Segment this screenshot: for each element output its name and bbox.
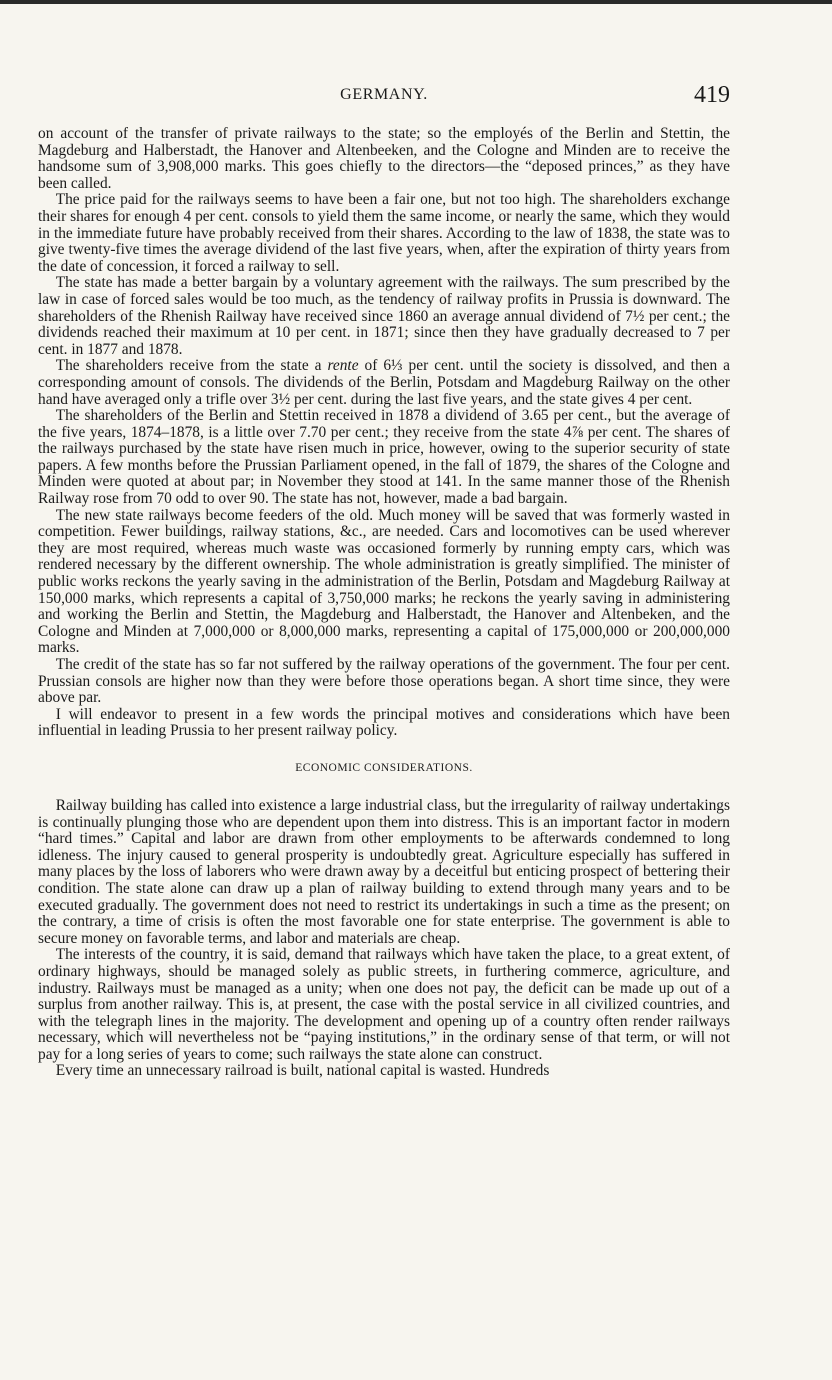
paragraph-price-paid: The price paid for the railways seems to have been a fair one, but not too high. The shareholders exchange their shares for enough 4 per cent. consols to yield them the same income, or nearly the same, which they would in the immediate future have probably received from their shares. According to the law of 1838, the state was to give twenty-five times the average dividend of the last five years, when, after the expiration of thirty years from the date of concession, it forced a railway to sell.: [38, 191, 730, 275]
running-title: GERMANY.: [340, 86, 428, 103]
paragraph-rente: The shareholders receive from the state a rente of 6⅓ per cent. until the society is dissolved, and then a corresponding amount of consols. The dividends of the Berlin, Potsdam and Magdeburg Railway on the other hand have averaged only a trifle over 3½ per cent. during the last five years, and the state gives 4 per cent.: [38, 357, 730, 408]
top-border-rule: [0, 0, 832, 4]
paragraph-berlin-stettin: The shareholders of the Berlin and Stettin received in 1878 a dividend of 3.65 per cent., but the average of the five years, 1874–1878, is a little over 7.70 per cent.; they receive from the state 4⅞ per cent. The shares of the railways purchased by the state have risen much in price, however, owing to the superior security of state papers. A few months before the Prussian Parliament opened, in the fall of 1879, the shares of the Cologne and Minden were quoted at about par; in November they stood at 141. In the same manner those of the Rhenish Railway rose from 70 odd to over 90. The state has not, however, made a bad bargain.: [38, 407, 730, 508]
paragraph-unnecessary-railroad: Every time an unnecessary railroad is built, national capital is wasted. Hundreds: [55, 1062, 550, 1080]
book-page: [38, 82, 730, 1080]
body-text: [38, 126, 730, 1080]
paragraph-continued: on account of the transfer of private railways to the state; so the employés of the Berlin and Stettin, the Magdeburg and Halberstadt, the Hanover and Altenbeeken, and the Cologne and Minden are to receive the handsome sum of 3,908,000 marks. This goes chiefly to the directors—the “deposed princes,” as they have been called.: [38, 125, 730, 192]
running-head: [38, 82, 730, 112]
paragraph-endeavor: I will endeavor to present in a few words the principal motives and considerations which have been influential in leading Prussia to her present railway policy.: [38, 705, 730, 740]
paragraph-railway-building: Railway building has called into existence a large industrial class, but the irregularity of railway undertakings is continually plunging those who are dependent upon them into distress. This is an important factor in modern “hard times.” Capital and labor are drawn from other employments to be afterwards condemned to long idleness. The injury caused to general prosperity is undoubtedly great. Agriculture especially has suffered in many places by the loss of laborers who were drawn away by a deceitful but enticing prospect of bettering their condition. The state alone can draw up a plan of railway building to extend through many years and to be executed gradually. The government does not need to restrict its undertakings in such a time as the present; on the contrary, a time of crisis is often the most favorable one for state enterprise. The government is able to secure money on favorable terms, and labor and materials are cheap.: [38, 796, 730, 947]
paragraph-credit: The credit of the state has so far not suffered by the railway operations of the government. The four per cent. Prussian consols are higher now than they were before those operations began. A short time since, they were above par.: [38, 656, 730, 707]
page-number: 419: [694, 82, 730, 108]
paragraph-interests: The interests of the country, it is said, demand that railways which have taken the place, to a great extent, of ordinary highways, should be managed solely as public streets, in furthering commerce, agriculture, and industry. Railways must be managed as a unity; when one does not pay, the deficit can be made up out of a surplus from another railway. This is, at present, the case with the postal service in all civilized countries, and with the telegraph lines in the majority. The development and opening up of a country often render railways necessary, which will nevertheless not be “paying institutions,” in the ordinary sense of that term, or will not pay for a long series of years to come; such railways the state alone can construct.: [38, 946, 730, 1063]
paragraph-feeders: The new state railways become feeders of the old. Much money will be saved that was formerly wasted in competition. Fewer buildings, railway stations, &c., are needed. Cars and locomotives can be used wherever they are most required, whereas much waste was occasioned formerly by running empty cars, which was rendered necessary by the different ownership. The whole administration is greatly simplified. The minister of public works reckons the yearly saving in the administration of the Berlin, Potsdam and Magdeburg Railway at 150,000 marks, which represents a capital of 3,750,000 marks; he reckons the yearly saving in administering and working the Berlin and Stettin, the Magdeburg and Halberstadt, the Hanover and Altenbeken, and the Cologne and Minden at 7,000,000 or 8,000,000 marks, representing a capital of 175,000,000 or 200,000,000 marks.: [38, 506, 730, 657]
section-heading: ECONOMIC CONSIDERATIONS.: [295, 761, 473, 774]
paragraph-better-bargain: The state has made a better bargain by a voluntary agreement with the railways. The sum prescribed by the law in case of forced sales would be too much, as the tendency of railway profits in Prussia is downward. The shareholders of the Rhenish Railway have received since 1860 an average annual dividend of 7½ per cent.; the dividends reached their maximum at 10 per cent. in 1871; since then they have gradually decreased to 7 per cent. in 1877 and 1878.: [38, 274, 730, 358]
